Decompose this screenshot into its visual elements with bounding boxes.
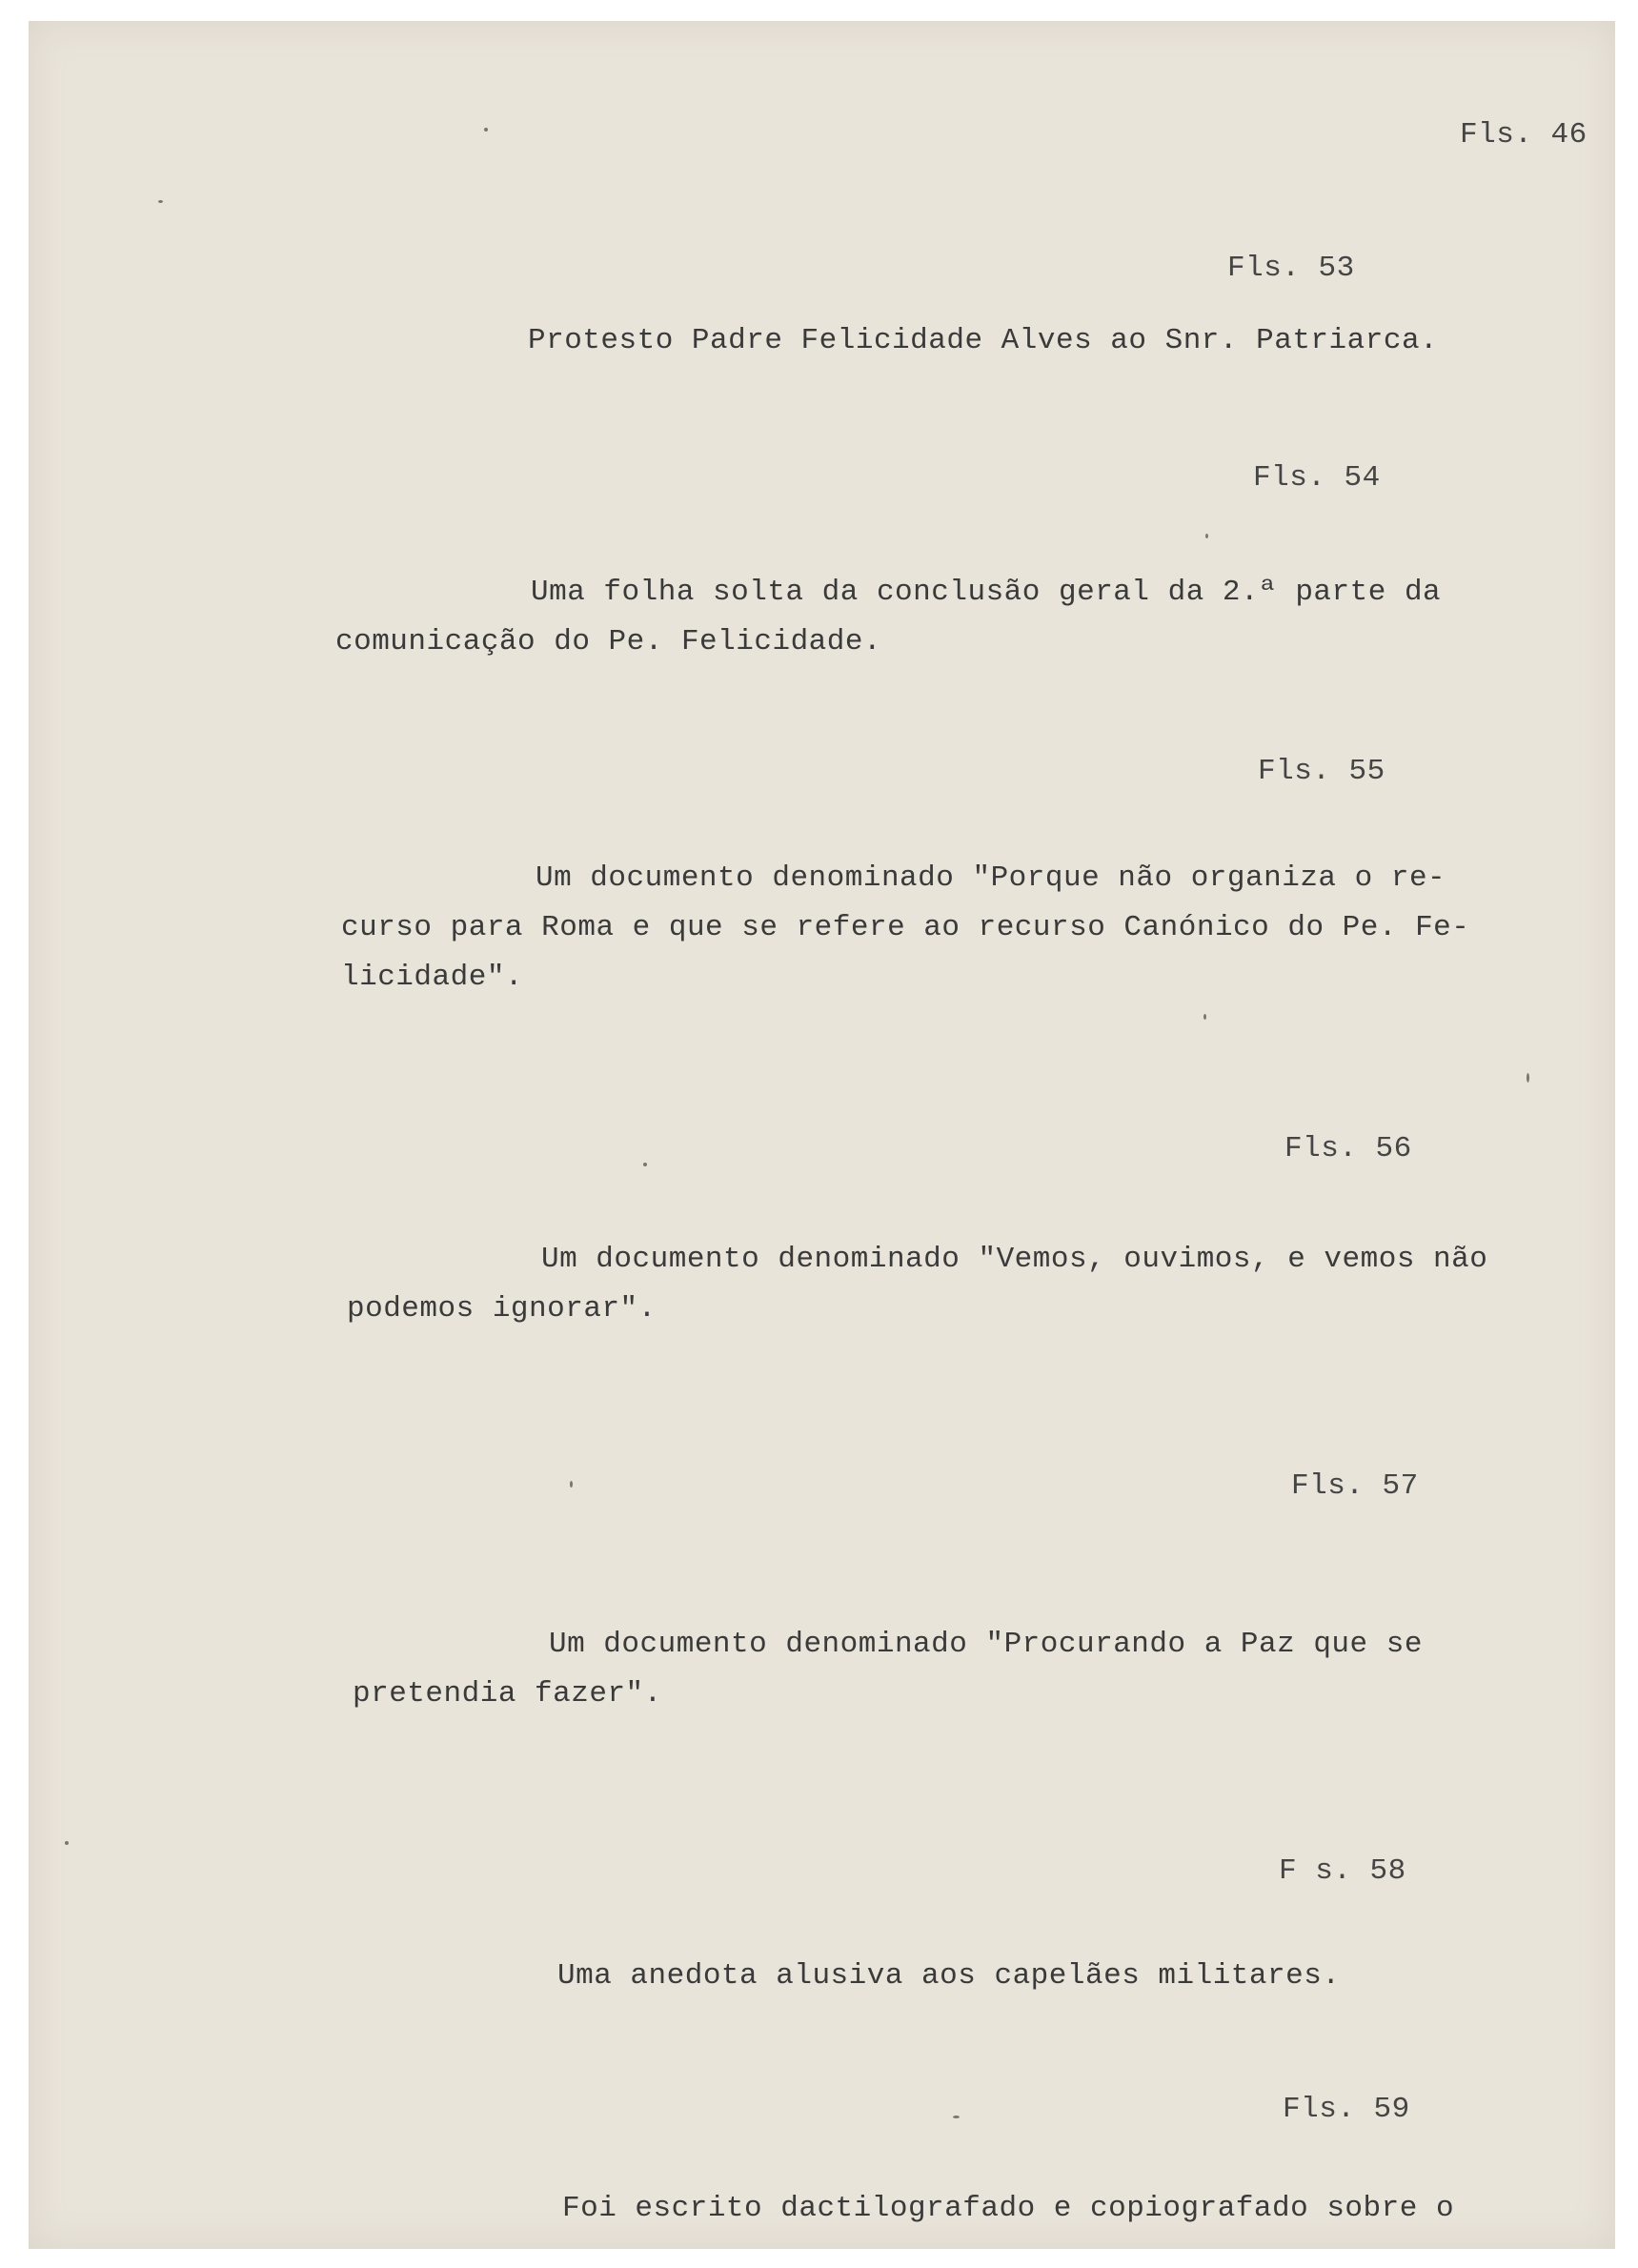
paper-speck: [1205, 534, 1208, 538]
entry-text-line: Um documento denominado "Vemos, ouvimos, e vemos não: [541, 1243, 1488, 1276]
paper-speck: [1203, 1014, 1206, 1020]
entry-heading: F s. 58: [1279, 1854, 1406, 1888]
entry-text-line: licidade".: [341, 961, 524, 994]
entry-text-line: Foi escrito dactilografado e copiografado sobre o: [562, 2192, 1455, 2225]
entry-heading: Fls. 56: [1284, 1132, 1412, 1165]
entry-heading: Fls. 55: [1258, 755, 1385, 788]
entry-text-line: Protesto Padre Felicidade Alves ao Snr. Patriarca.: [528, 324, 1439, 357]
document-page: [29, 21, 1615, 2249]
entry-text-line: pretendia fazer".: [353, 1677, 662, 1711]
paper-speck: [484, 128, 488, 132]
paper-speck: [65, 1841, 69, 1845]
entry-heading: Fls. 59: [1283, 2093, 1410, 2126]
entry-text-line: Um documento denominado "Porque não organiza o re-: [536, 861, 1446, 895]
entry-heading: Fls. 57: [1291, 1469, 1419, 1503]
paper-speck: [953, 2116, 960, 2118]
entry-text-line: curso para Roma e que se refere ao recurso Canónico do Pe. Fe-: [341, 911, 1470, 944]
page-number: Fls. 46: [1460, 118, 1587, 152]
entry-heading: Fls. 54: [1253, 461, 1381, 495]
entry-text-line: podemos ignorar".: [347, 1292, 657, 1326]
entry-text-line: Um documento denominado "Procurando a Paz que se: [549, 1628, 1423, 1661]
entry-text-line: Uma anedota alusiva aos capelães militares.: [557, 1959, 1341, 1993]
entry-text-line: Uma folha solta da conclusão geral da 2.ª parte da: [531, 576, 1442, 609]
paper-speck: [570, 1481, 573, 1488]
entry-heading: Fls. 53: [1227, 252, 1355, 285]
paper-speck: [158, 200, 163, 203]
paper-speck: [643, 1163, 647, 1166]
entry-text-line: comunicação do Pe. Felicidade.: [335, 625, 882, 658]
paper-speck: [1527, 1073, 1529, 1083]
